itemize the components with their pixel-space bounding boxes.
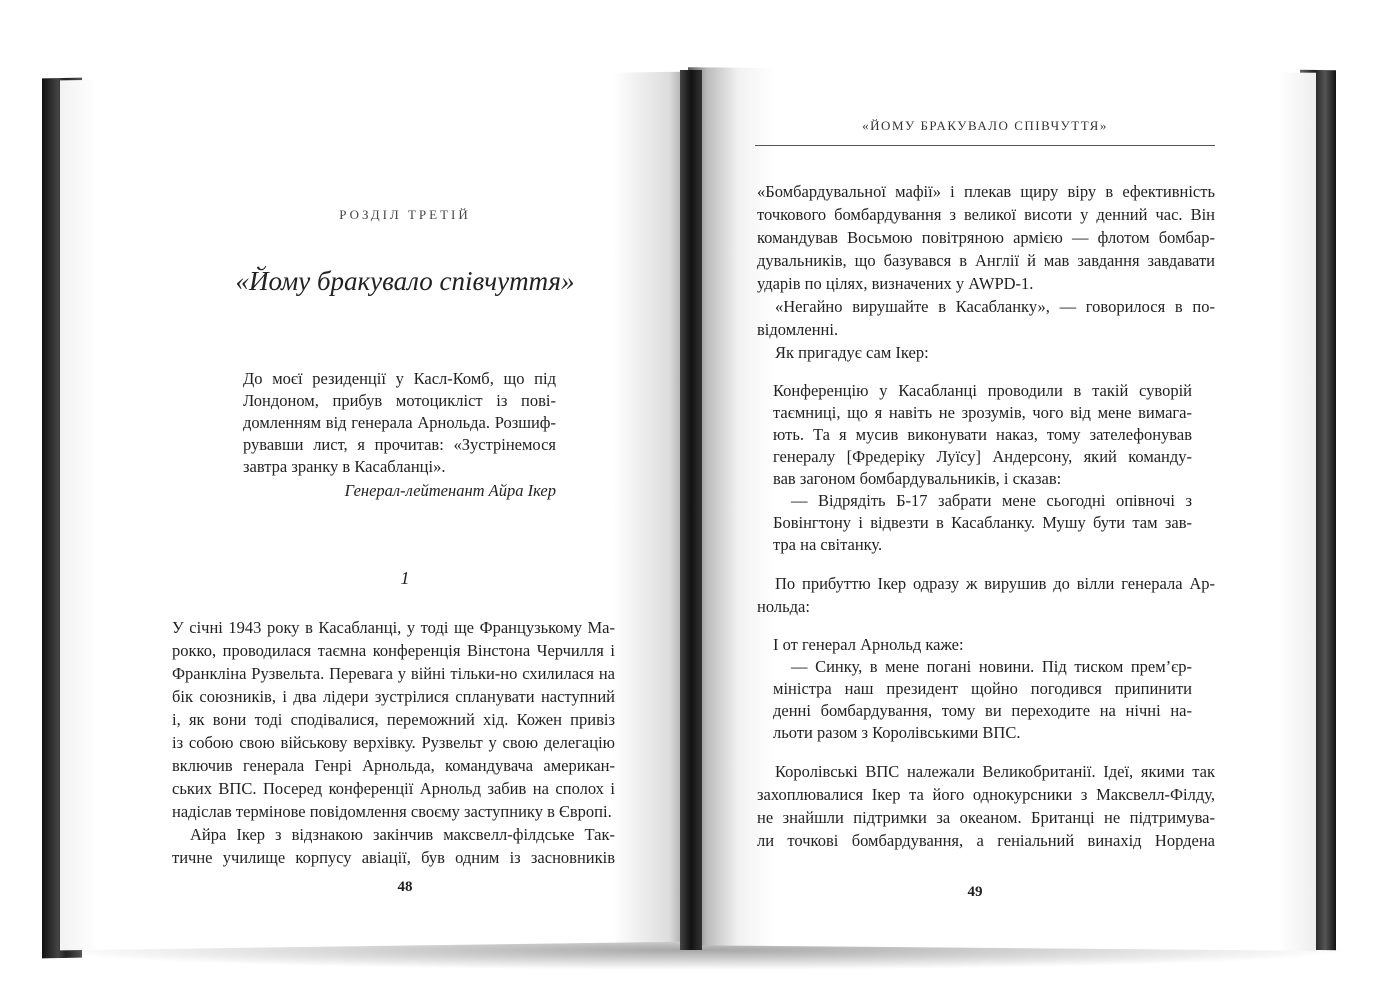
text-line: Айра Ікер з відзнакою закінчив максвелл-філдське Так- [190, 825, 615, 844]
text-line: генералу [Фредеріку Луїсу] Андерсону, який команду- [773, 447, 1192, 466]
text-line: домленням від генерала Арнольда. Розшиф- [243, 413, 556, 432]
text-line: включив генерала Генрі Арнольда, командувача американ- [172, 756, 615, 775]
text-line: — Відрядіть Б-17 забрати мене сьогодні опівночі з [791, 491, 1192, 510]
right-page-body [757, 180, 1215, 852]
text-line: До моєї резиденції у Касл-Комб, що під [243, 369, 556, 388]
text-line: По прибуттю Ікер одразу ж вирушив до вілли генерала Ар- [775, 574, 1215, 593]
text-line: командував Восьмою повітряною армією — флотом бомбар- [757, 228, 1215, 247]
text-line: надіслав термінове повідомлення своєму заступнику в Європі. [172, 802, 612, 821]
text-line: відомленні. [757, 320, 839, 339]
epigraph-text [243, 368, 556, 478]
chapter-label: РОЗДІЛ ТРЕТІЙ [339, 207, 471, 222]
paragraph [757, 572, 1215, 618]
text-line: ських ВПС. Посеред конференції Арнольд забив на сполох і [172, 779, 615, 798]
text-line: таємниці, що я навіть не зрозумів, чого від мене вимага- [773, 403, 1192, 422]
text-line: міністра наш президент щойно погодився припинити [773, 679, 1192, 698]
text-line: точкового бомбардування з великої висоти у денний час. Він [757, 205, 1215, 224]
left-page-body [172, 616, 615, 869]
epigraph-attribution: Генерал-лейтенант Айра Ікер [344, 481, 556, 500]
text-line: нольда: [757, 597, 810, 616]
spacer [757, 556, 1215, 572]
text-line: завтра зранку в Касабланці». [243, 457, 446, 476]
block-quote [773, 380, 1192, 490]
text-line: Бовінгтону і відвезти в Касабланку. Мушу бути там зав- [773, 513, 1192, 532]
text-line: тра на світанку. [773, 535, 883, 554]
page-number-left: 48 [397, 879, 413, 895]
text-line: ють. Та я мусив виконувати наказ, тому зателефонував [773, 425, 1192, 444]
paragraph [757, 180, 1215, 295]
page-number-right: 49 [967, 884, 983, 900]
block-quote [773, 634, 1192, 656]
text-line: денні бомбардування, тому ви переходите на нічні на- [773, 701, 1192, 720]
text-line: І от генерал Арнольд каже: [773, 635, 964, 654]
paragraph [172, 616, 615, 823]
text-line: рувавши лист, я прочитав: «Зустрінемося [243, 435, 556, 454]
section-number: 1 [400, 568, 410, 588]
epigraph [243, 368, 556, 502]
spacer [757, 618, 1215, 634]
chapter-title: «Йому бракувало співчуття» [235, 266, 575, 296]
text-line: «Негайно вирушайте в Касабланку», — говорилося в по- [775, 297, 1215, 316]
text-line: льоти разом з Королівськими ВПС. [773, 723, 1021, 742]
text-line: тичне училище корпусу авіації, був одним із засновників [172, 848, 615, 867]
header-rule [755, 145, 1215, 146]
text-line: і, як вони тоді сподівалися, переможний хід. Кожен привіз [172, 710, 615, 729]
text-line: із собою свою військову верхівку. Рузвельт у свою делегацію [172, 733, 615, 752]
spacer [757, 744, 1215, 760]
paragraph [757, 760, 1215, 852]
book-spine [680, 70, 702, 950]
text-line: рокко, проводилася таємна конференція Вінстона Черчилля і [172, 641, 615, 660]
text-line: не знайшли підтримки за океаном. Британці не підтримува- [757, 808, 1215, 827]
text-line: «Бомбардувальної мафії» і плекав щиру віру в ефективність [757, 182, 1215, 201]
block-quote [773, 656, 1192, 744]
text-line: бік союзників, і два лідери зустрілися спланувати наступний [172, 687, 615, 706]
block-quote [773, 490, 1192, 556]
text-line: Франкліна Рузвельта. Перевага у війні тільки-но схилилася на [172, 664, 615, 683]
text-line: вав загоном бомбардувальників, і сказав: [773, 469, 1062, 488]
text-line: — Синку, в мене погані новини. Під тиском прем’єр- [791, 657, 1192, 676]
text-line: захоплювалися Ікер та його однокурсники з Максвелл-Філду, [757, 785, 1215, 804]
text-line: У січні 1943 року в Касабланці, у тоді ще Французькому Ма- [172, 618, 615, 637]
text-line: ударів по цілях, визначених у AWPD-1. [757, 274, 1034, 293]
text-line: Лондоном, прибув мотоцикліст із пові- [243, 391, 556, 410]
text-line: ли точкові бомбардування, а геніальний винахід Нордена [757, 831, 1215, 850]
paragraph [757, 341, 1215, 364]
paragraph [757, 295, 1215, 341]
text-line: Конференцію у Касабланці проводили в такій суворій [773, 381, 1192, 400]
text-line: Королівські ВПС належали Великобританії. Ідеї, якими так [775, 762, 1215, 781]
paragraph [172, 823, 615, 869]
spacer [757, 364, 1215, 380]
text-line: Як пригадує сам Ікер: [775, 343, 929, 362]
running-head: «ЙОМУ БРАКУВАЛО СПІВЧУТТЯ» [862, 118, 1108, 133]
text-line: дувальників, що базувався в Англії й мав завдання завдавати [757, 251, 1215, 270]
